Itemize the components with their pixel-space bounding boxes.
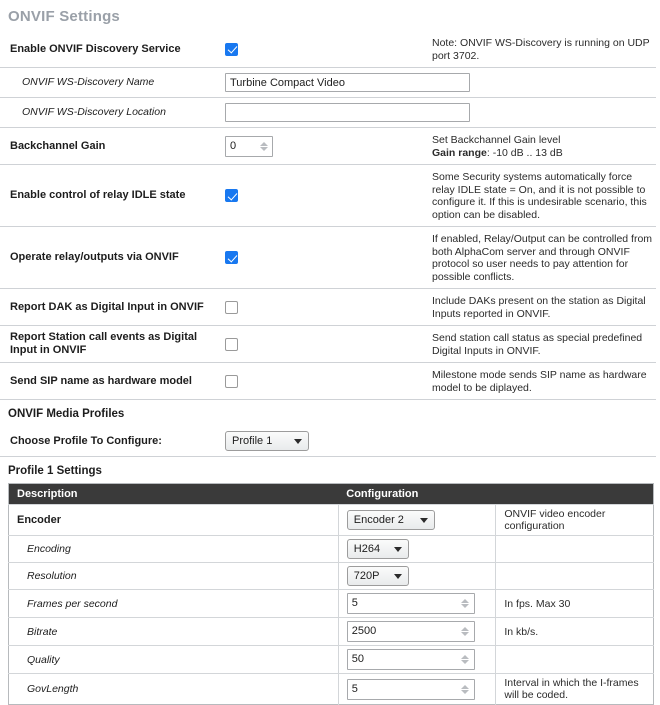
spinner-arrows-icon[interactable] (460, 680, 471, 699)
frames-per-second-value: 5 (351, 597, 358, 609)
profile-settings-heading: Profile 1 Settings (8, 465, 102, 477)
chevron-down-icon (394, 547, 402, 552)
table-row (9, 646, 654, 674)
row-control-cell (225, 128, 432, 165)
profile-label-bitrate: Bitrate (27, 625, 58, 638)
table-row (0, 68, 656, 98)
table-row (0, 31, 656, 68)
checkbox-report-station-call-events[interactable] (225, 338, 238, 351)
row-config-cell (338, 646, 496, 674)
setting-label-operate-relay-outputs: Operate relay/outputs via ONVIF (10, 251, 179, 263)
row-note-cell (432, 227, 656, 289)
table-row (0, 128, 656, 165)
row-desc-cell (9, 674, 339, 705)
row-control-cell (225, 31, 432, 68)
row-control-cell (225, 227, 432, 289)
setting-label-report-station-call-events: Report Station call events as Digital Input in ONVIF (10, 331, 198, 356)
column-header-description: Description (9, 484, 339, 505)
table-row (0, 363, 656, 400)
profile-label-govlength: GovLength (27, 683, 79, 695)
quality-value: 50 (351, 653, 365, 665)
chevron-down-icon (294, 439, 302, 444)
resolution-selected-value: 720P (353, 570, 380, 582)
row-note-cell (432, 31, 656, 68)
row-note-cell (496, 563, 654, 590)
spinner-arrows-icon[interactable] (460, 622, 471, 641)
chevron-down-icon[interactable] (461, 660, 469, 664)
profile-label-frames-per-second: Frames per second (27, 597, 118, 610)
checkbox-report-dak[interactable] (225, 301, 238, 314)
setting-label-backchannel-gain: Backchannel Gain (10, 139, 106, 152)
chevron-up-icon[interactable] (461, 685, 469, 689)
backchannel-gain-value: 0 (230, 139, 237, 152)
setting-label-enable-onvif-discovery: Enable ONVIF Discovery Service (10, 42, 181, 55)
table-row (0, 227, 656, 289)
profile-label-resolution: Resolution (27, 570, 77, 582)
chevron-up-icon[interactable] (461, 655, 469, 659)
note-relay-idle-state: Some Security systems automatically force relay IDLE state = On, and it is not possible to configure it. If this is undesirable scenario, this option can be disabled. (432, 171, 647, 221)
media-profiles-heading: ONVIF Media Profiles (8, 408, 125, 420)
row-control-cell (225, 363, 432, 400)
resolution-select[interactable] (347, 566, 409, 586)
row-desc-cell (9, 536, 339, 563)
row-control-cell (225, 98, 432, 128)
setting-label-ws-discovery-name: ONVIF WS-Discovery Name (22, 76, 155, 88)
choose-profile-selected-value: Profile 1 (232, 435, 273, 447)
chevron-up-icon[interactable] (260, 142, 268, 146)
table-row (0, 326, 656, 363)
row-label-cell (0, 289, 225, 326)
table-row (9, 563, 654, 590)
setting-label-relay-idle-state: Enable control of relay IDLE state (10, 189, 186, 201)
table-row (9, 536, 654, 563)
chevron-down-icon[interactable] (260, 147, 268, 151)
spinner-arrows-icon[interactable] (460, 650, 471, 669)
row-config-cell (338, 563, 496, 590)
page-title: ONVIF Settings (8, 8, 120, 25)
row-note-cell (432, 289, 656, 326)
row-config-cell (338, 505, 496, 536)
encoding-select[interactable] (347, 539, 409, 559)
row-config-cell (338, 590, 496, 618)
note-report-dak: Include DAKs present on the station as Digital Inputs reported in ONVIF. (432, 295, 646, 320)
chevron-down-icon[interactable] (461, 632, 469, 636)
table-header-row (9, 484, 654, 505)
profile-label-encoder: Encoder (17, 514, 62, 526)
row-note-cell (496, 618, 654, 646)
row-note-cell (432, 128, 656, 165)
chevron-down-icon[interactable] (461, 604, 469, 608)
row-desc-cell (9, 590, 339, 618)
row-desc-cell (9, 646, 339, 674)
row-note-cell (496, 590, 654, 618)
note-backchannel-gain-rest: : -10 dB .. 13 dB (486, 146, 563, 159)
checkbox-enable-onvif-discovery[interactable] (225, 43, 238, 56)
note-backchannel-gain (432, 133, 656, 159)
row-desc-cell (9, 505, 339, 536)
row-label-cell (0, 98, 225, 128)
note-send-sip-name: Milestone mode sends SIP name as hardware model to be diplayed. (432, 369, 647, 394)
chevron-down-icon[interactable] (461, 690, 469, 694)
bitrate-stepper[interactable] (347, 621, 475, 642)
govlength-stepper[interactable] (347, 679, 475, 700)
table-row (9, 618, 654, 646)
chevron-up-icon[interactable] (461, 627, 469, 631)
table-row (0, 165, 656, 227)
spinner-arrows-icon[interactable] (460, 594, 471, 613)
checkbox-send-sip-name[interactable] (225, 375, 238, 388)
row-config-cell (338, 536, 496, 563)
encoder-select[interactable] (347, 510, 435, 530)
table-row (0, 289, 656, 326)
row-control-cell (225, 426, 432, 456)
note-backchannel-gain-line1: Set Backchannel Gain level (432, 134, 561, 146)
row-control-cell (225, 68, 432, 98)
table-row (0, 98, 656, 128)
row-note-cell (432, 363, 656, 400)
row-note-cell (432, 426, 656, 456)
bitrate-value: 2500 (351, 625, 377, 637)
row-control-cell (225, 165, 432, 227)
table-row (0, 426, 656, 456)
profile-note-frames-per-second: In fps. Max 30 (504, 597, 571, 610)
row-label-cell (0, 227, 225, 289)
profile-note-bitrate: In kb/s. (504, 625, 539, 638)
row-control-cell (225, 326, 432, 363)
row-config-cell (338, 618, 496, 646)
frames-per-second-stepper[interactable] (347, 593, 475, 614)
row-note-cell (432, 326, 656, 363)
spinner-arrows-icon[interactable] (258, 137, 269, 156)
govlength-value: 5 (351, 682, 358, 695)
profile-label-encoding: Encoding (27, 543, 71, 555)
row-note-cell (496, 674, 654, 705)
row-label-cell (0, 128, 225, 165)
ws-discovery-location-input[interactable] (225, 103, 470, 122)
row-desc-cell (9, 618, 339, 646)
encoding-selected-value: H264 (353, 543, 381, 555)
chevron-down-icon (420, 518, 428, 523)
checkbox-relay-idle-state[interactable] (225, 189, 238, 202)
row-label-cell (0, 326, 225, 363)
onvif-settings-table (0, 31, 656, 399)
row-label-cell (0, 165, 225, 227)
profile-label-quality: Quality (27, 653, 60, 666)
row-note-cell (496, 646, 654, 674)
setting-label-send-sip-name: Send SIP name as hardware model (10, 374, 192, 387)
row-control-cell (225, 289, 432, 326)
row-note-cell (432, 165, 656, 227)
setting-label-report-dak: Report DAK as Digital Input in ONVIF (10, 300, 204, 313)
profile-settings-table (8, 483, 654, 705)
row-label-cell (0, 363, 225, 400)
note-backchannel-gain-bold: Gain range (432, 146, 487, 159)
choose-profile-label: Choose Profile To Configure: (10, 434, 162, 447)
encoder-selected-value: Encoder 2 (353, 514, 404, 526)
row-note-cell (496, 536, 654, 563)
setting-label-ws-discovery-location: ONVIF WS-Discovery Location (22, 106, 166, 118)
row-config-cell (338, 674, 496, 705)
column-header-configuration: Configuration (338, 484, 653, 505)
table-row (9, 590, 654, 618)
media-profiles-table (0, 426, 656, 456)
profile-note-encoder: ONVIF video encoder configuration (504, 508, 606, 532)
row-desc-cell (9, 563, 339, 590)
note-operate-relay-outputs: If enabled, Relay/Output can be controlled from both AlphaCom server and through ONVIF protocol so user needs to pay attention for possible conflicts. (432, 233, 653, 283)
chevron-down-icon (394, 574, 402, 579)
row-note-cell (496, 505, 654, 536)
checkbox-operate-relay-outputs[interactable] (225, 251, 238, 264)
table-row (9, 505, 654, 536)
note-enable-onvif-discovery: Note: ONVIF WS-Discovery is running on UDP port 3702. (432, 37, 650, 62)
choose-profile-select[interactable] (225, 431, 309, 451)
row-label-cell (0, 426, 225, 456)
ws-discovery-name-input[interactable] (225, 73, 470, 92)
table-row (9, 674, 654, 705)
profile-note-govlength: Interval in which the I-frames will be coded. (504, 677, 639, 701)
backchannel-gain-stepper[interactable] (225, 136, 273, 157)
row-label-cell (0, 68, 225, 98)
note-report-station-call-events: Send station call status as special predefined Digital Inputs in ONVIF. (432, 332, 643, 357)
chevron-up-icon[interactable] (461, 599, 469, 603)
row-label-cell (0, 31, 225, 68)
quality-stepper[interactable] (347, 649, 475, 670)
